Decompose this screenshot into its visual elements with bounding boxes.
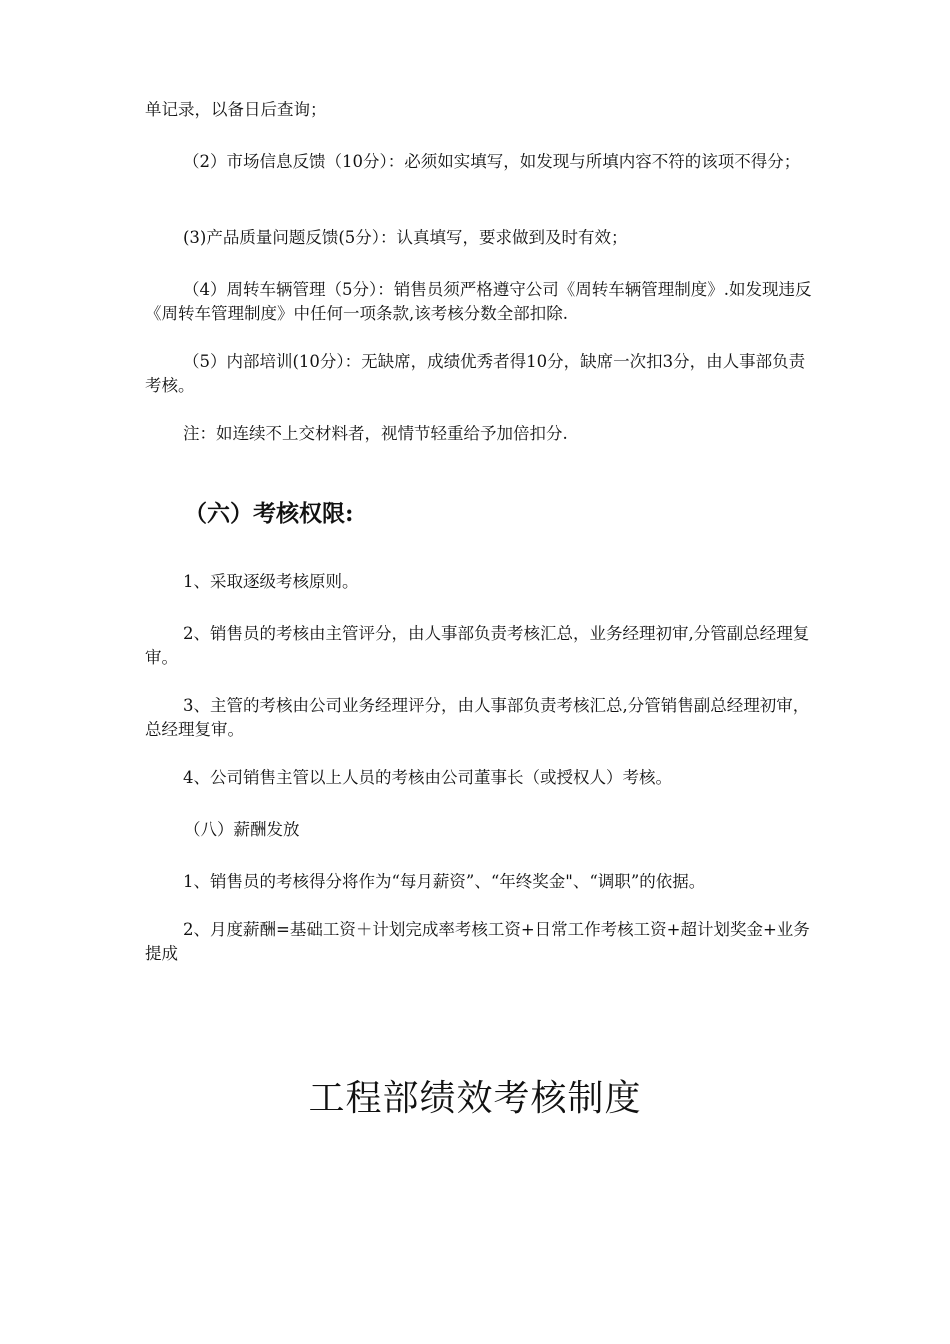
- section-six-item: 2、销售员的考核由主管评分，由人事部负责考核汇总，业务经理初审,分管副总经理复审。: [145, 624, 810, 667]
- section-six-heading: （六）考核权限:: [184, 500, 354, 527]
- paragraph-note: 注：如连续不上交材料者，视情节轻重给予加倍扣分.: [183, 424, 568, 443]
- section-six-item: 3、主管的考核由公司业务经理评分，由人事部负责考核汇总,分管销售副总经理初审，总经理复审。: [145, 696, 810, 739]
- section-eight-heading: （八）薪酬发放: [184, 820, 300, 839]
- paragraph-quality-feedback: (3)产品质量问题反馈(5分）：认真填写，要求做到及时有效；: [183, 228, 628, 247]
- paragraph-vehicle-management: （4）周转车辆管理（5分）：销售员须严格遵守公司《周转车辆管理制度》.如发现违反《周转车管理制度》中任何一项条款,该考核分数全部扣除.: [145, 280, 812, 323]
- paragraph-record: 单记录，以备日后查询；: [145, 100, 327, 119]
- section-six-item: 4、公司销售主管以上人员的考核由公司董事长（或授权人）考核。: [183, 768, 672, 787]
- document-title: 工程部绩效考核制度: [308, 1078, 642, 1119]
- section-eight-item: 2、月度薪酬=基础工资＋计划完成率考核工资+日常工作考核工资+超计划奖金+业务提成: [145, 920, 810, 963]
- section-six-item: 1、采取逐级考核原则。: [183, 572, 359, 591]
- section-eight-item: 1、销售员的考核得分将作为“每月薪资”、“年终奖金"、“调职”的依据。: [183, 872, 706, 891]
- paragraph-internal-training: （5）内部培训(10分）：无缺席，成绩优秀者得10分，缺席一次扣3分，由人事部负责考核。: [145, 352, 806, 395]
- paragraph-market-feedback: （2）市场信息反馈（10分）：必须如实填写，如发现与所填内容不符的该项不得分；: [183, 152, 801, 171]
